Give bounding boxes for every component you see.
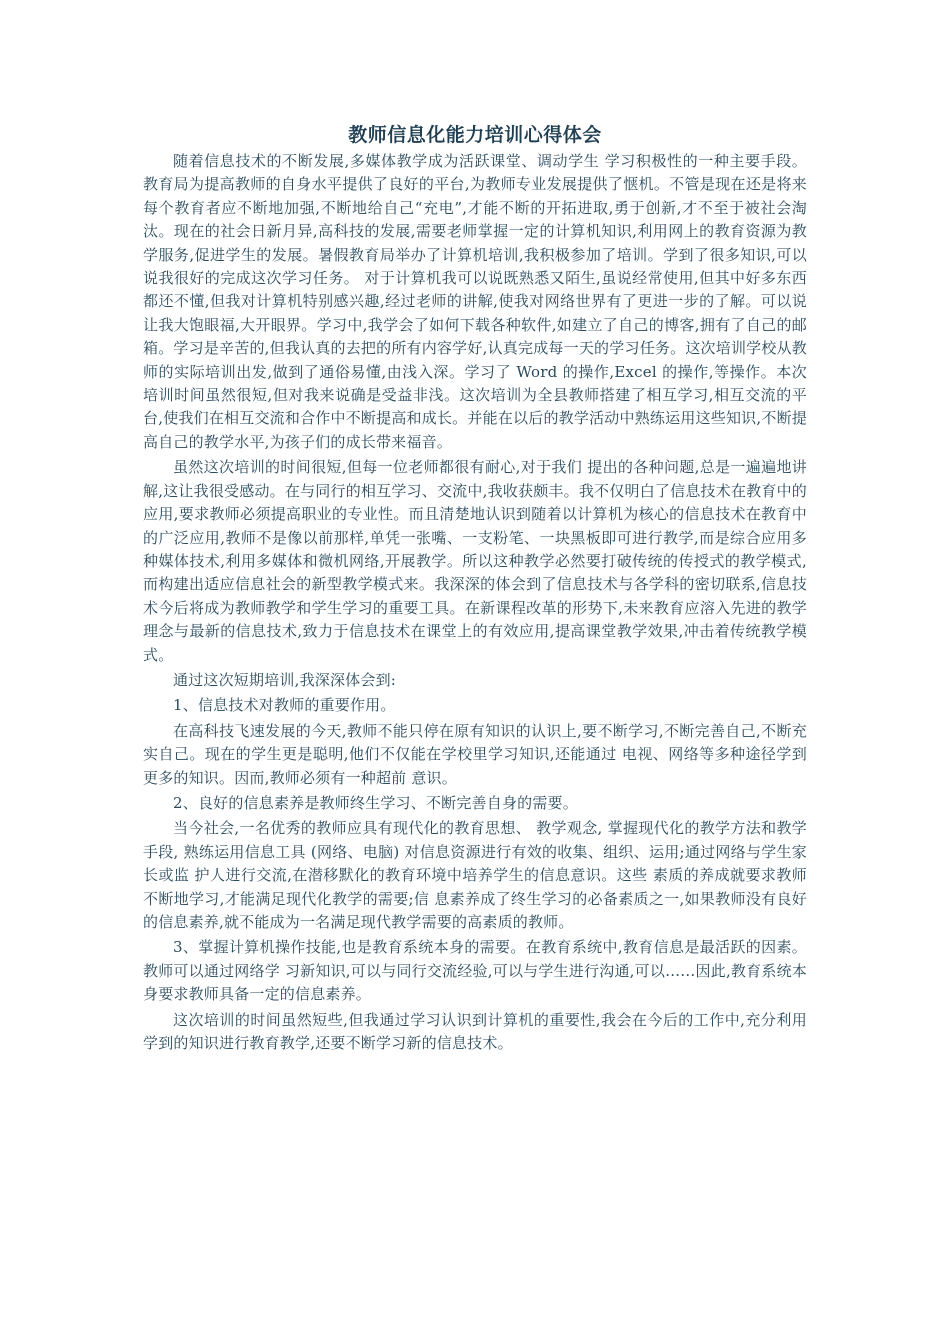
paragraph-intro: 随着信息技术的不断发展,多媒体教学成为活跃课堂、调动学生 学习积极性的一种主要手段。 教育局为提高教师的自身水平提供了良好的平台,为教师专业发展提供了惬机。不管是现在还是将来每个教育者应不断地加强,不断地给自己“充电”,才能不断的开拓进取,勇于创新,才不至于被社会淘汰。现在的社会日新月异,高科技的发展,需要老师掌握一定的计算机知识,利用网上的教育资源为教学服务,促进学生的发展。暑假教育局举办了计算机培训,我积极参加了培训。学到了很多知识,可以说我很好的完成这次学习任务。 对于计算机我可以说既熟悉又陌生,虽说经常使用,但其中好多东西都还不懂,但我对计算机特别感兴趣,经过老师的讲解,使我对网络世界有了更进一步的了解。可以说让我大饱眼福,大开眼界。学习中,我学会了如何下载各种软件,如建立了自己的博客,拥有了自己的邮箱。学习是辛苦的,但我认真的去把的所有内容学好,认真完成每一天的学习任务。这次培训学校从教师的实际培训出发,做到了通俗易懂,由浅入深。学习了 Word 的操作,Excel 的操作,等操作。本次培训时间虽然很短,但对我来说确是受益非浅。这次培训为全县教师搭建了相互学习,相互交流的平台,使我们在相互交流和合作中不断提高和成长。并能在以后的教学活动中熟练运用这些知识,不断提高自己的教学水平,为孩子们的成长带来福音。 <box>143 152 807 451</box>
heading-point-1: 1、信息技术对教师的重要作用。 <box>173 696 396 715</box>
paragraph-summary-lead: 通过这次短期培训,我深深体会到: <box>173 670 397 689</box>
paragraph-conclusion: 这次培训的时间虽然短些,但我通过学习认识到计算机的重要性,我会在今后的工作中,充分利用学到的知识进行教育教学,还要不断学习新的信息技术。 <box>143 1010 807 1053</box>
document-title: 教师信息化能力培训心得体会 <box>348 124 602 146</box>
paragraph-training-experience: 虽然这次培训的时间很短,但每一位老师都很有耐心,对于我们 提出的各种问题,总是一遍遍地讲解,这让我很受感动。在与同行的相互学习、交流中,我收获颇丰。我不仅明白了信息技术在教育中的应用,要求教师必须提高职业的专业性。而且清楚地认识到随着以计算机为核心的信息技术在教育中的广泛应用,教师不是像以前那样,单凭一张嘴、一支粉笔、一块黑板即可进行教学,而是综合应用多种媒体技术,利用多媒体和微机网络,开展教学。所以这种教学必然要打破传统的传授式的教学模式,而构建出适应信息社会的新型教学模式来。我深深的体会到了信息技术与各学科的密切联系,信息技术今后将成为教师教学和学生学习的重要工具。在新课程改革的形势下,未来教育应溶入先进的教学理念与最新的信息技术,致力于信息技术在课堂上的有效应用,提高课堂教学效果,冲击着传统教学模式。 <box>143 458 807 664</box>
heading-point-2: 2、良好的信息素养是教师终生学习、不断完善自身的需要。 <box>173 793 578 812</box>
paragraph-point-2: 当今社会,一名优秀的教师应具有现代化的教育思想、 教学观念, 掌握现代化的教学方法和教学手段, 熟练运用信息工具 (网络、电脑) 对信息资源进行有效的收集、组织、运用;通过网络与学生家长或监 护人进行交流,在潜移默化的教育环境中培养学生的信息意识。这些 素质的养成就要求教师不断地学习,才能满足现代化教学的需要;信 息素养成了终生学习的必备素质之一,如果教师没有良好的信息素养,就不能成为一名满足现代教学需要的高素质的教师。 <box>143 819 807 931</box>
paragraph-point-1: 在高科技飞速发展的今天,教师不能只停在原有知识的认识上,要不断学习,不断完善自己,不断充实自己。现在的学生更是聪明,他们不仅能在学校里学习知识,还能通过 电视、网络等多种途径学到更多的知识。因而,教师必须有一种超前 意识。 <box>143 721 807 787</box>
document-page <box>143 122 807 1055</box>
paragraph-point-3: 3、掌握计算机操作技能,也是教育系统本身的需要。在教育系统中,教育信息是最活跃的因素。教师可以通过网络学 习新知识,可以与同行交流经验,可以与学生进行沟通,可以……因此,教育系统本身要求教师具备一定的信息素养。 <box>143 938 807 1004</box>
